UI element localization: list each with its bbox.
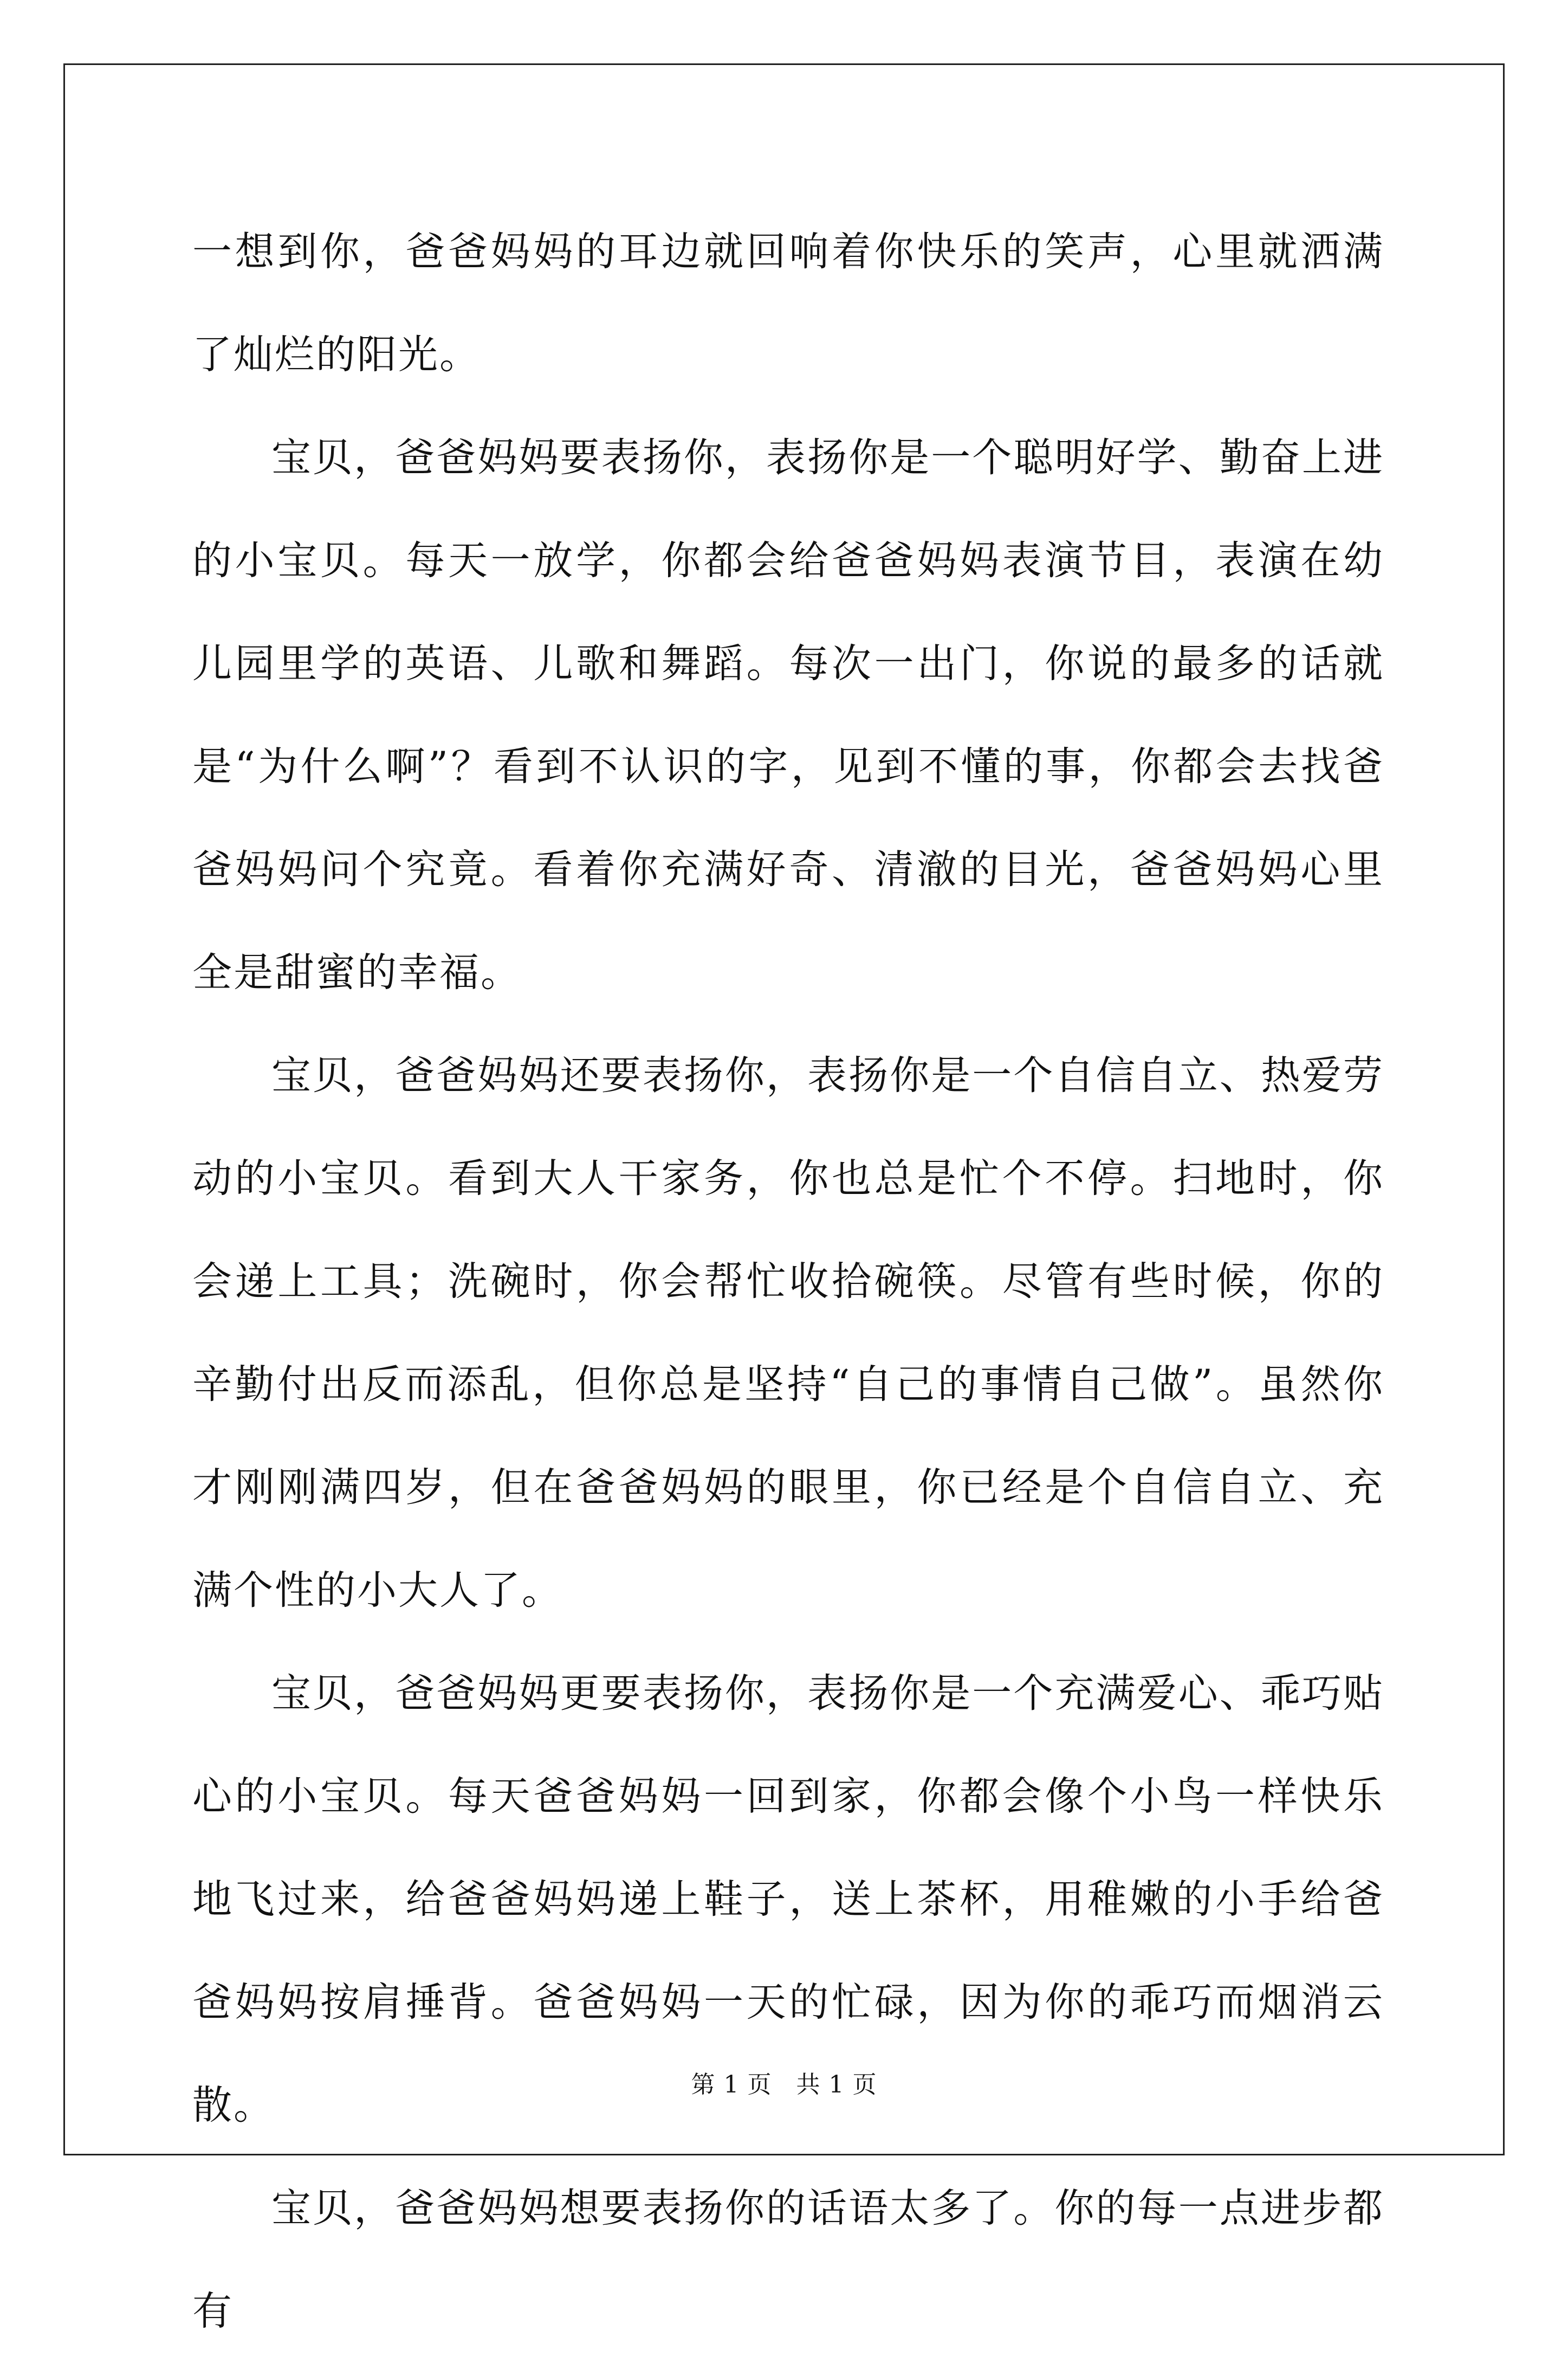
paragraph-2: 宝贝，爸爸妈妈要表扬你，表扬你是一个聪明好学、勤奋上进的小宝贝。每天一放学，你都会给爸爸妈妈表演节目，表演在幼儿园里学的英语、儿歌和舞蹈。每次一出门，你说的最多的话就是“为什么啊”？看到不认识的字，见到不懂的事，你都会去找爸爸妈妈问个究竟。看着你充满好奇、清澈的目光，爸爸妈妈心里全是甜蜜的幸福。 [192,435,1384,996]
page-number-footer: 第 1 页 共 1 页 [691,2071,877,2099]
paragraph-4: 宝贝，爸爸妈妈更要表扬你，表扬你是一个充满爱心、乖巧贴心的小宝贝。每天爸爸妈妈一回到家，你都会像个小鸟一样快乐地飞过来，给爸爸妈妈递上鞋子，送上茶杯，用稚嫩的小手给爸爸妈妈按肩捶背。爸爸妈妈一天的忙碌，因为你的乖巧而烟消云散。 [192,1670,1384,2128]
paragraph-3: 宝贝，爸爸妈妈还要表扬你，表扬你是一个自信自立、热爱劳动的小宝贝。看到大人干家务，你也总是忙个不停。扫地时，你会递上工具；洗碗时，你会帮忙收拾碗筷。尽管有些时候，你的辛勤付出反而添乱，但你总是坚持“自己的事情自己做”。虽然你才刚刚满四岁，但在爸爸妈妈的眼里，你已经是个自信自立、充满个性的小大人了。 [192,1053,1384,1613]
paragraph-1: 一想到你，爸爸妈妈的耳边就回响着你快乐的笑声，心里就洒满了灿烂的阳光。 [192,229,1384,378]
paragraph-5: 宝贝，爸爸妈妈想要表扬你的话语太多了。你的每一点进步都有 [192,2185,1384,2334]
document-body [192,201,1384,2363]
